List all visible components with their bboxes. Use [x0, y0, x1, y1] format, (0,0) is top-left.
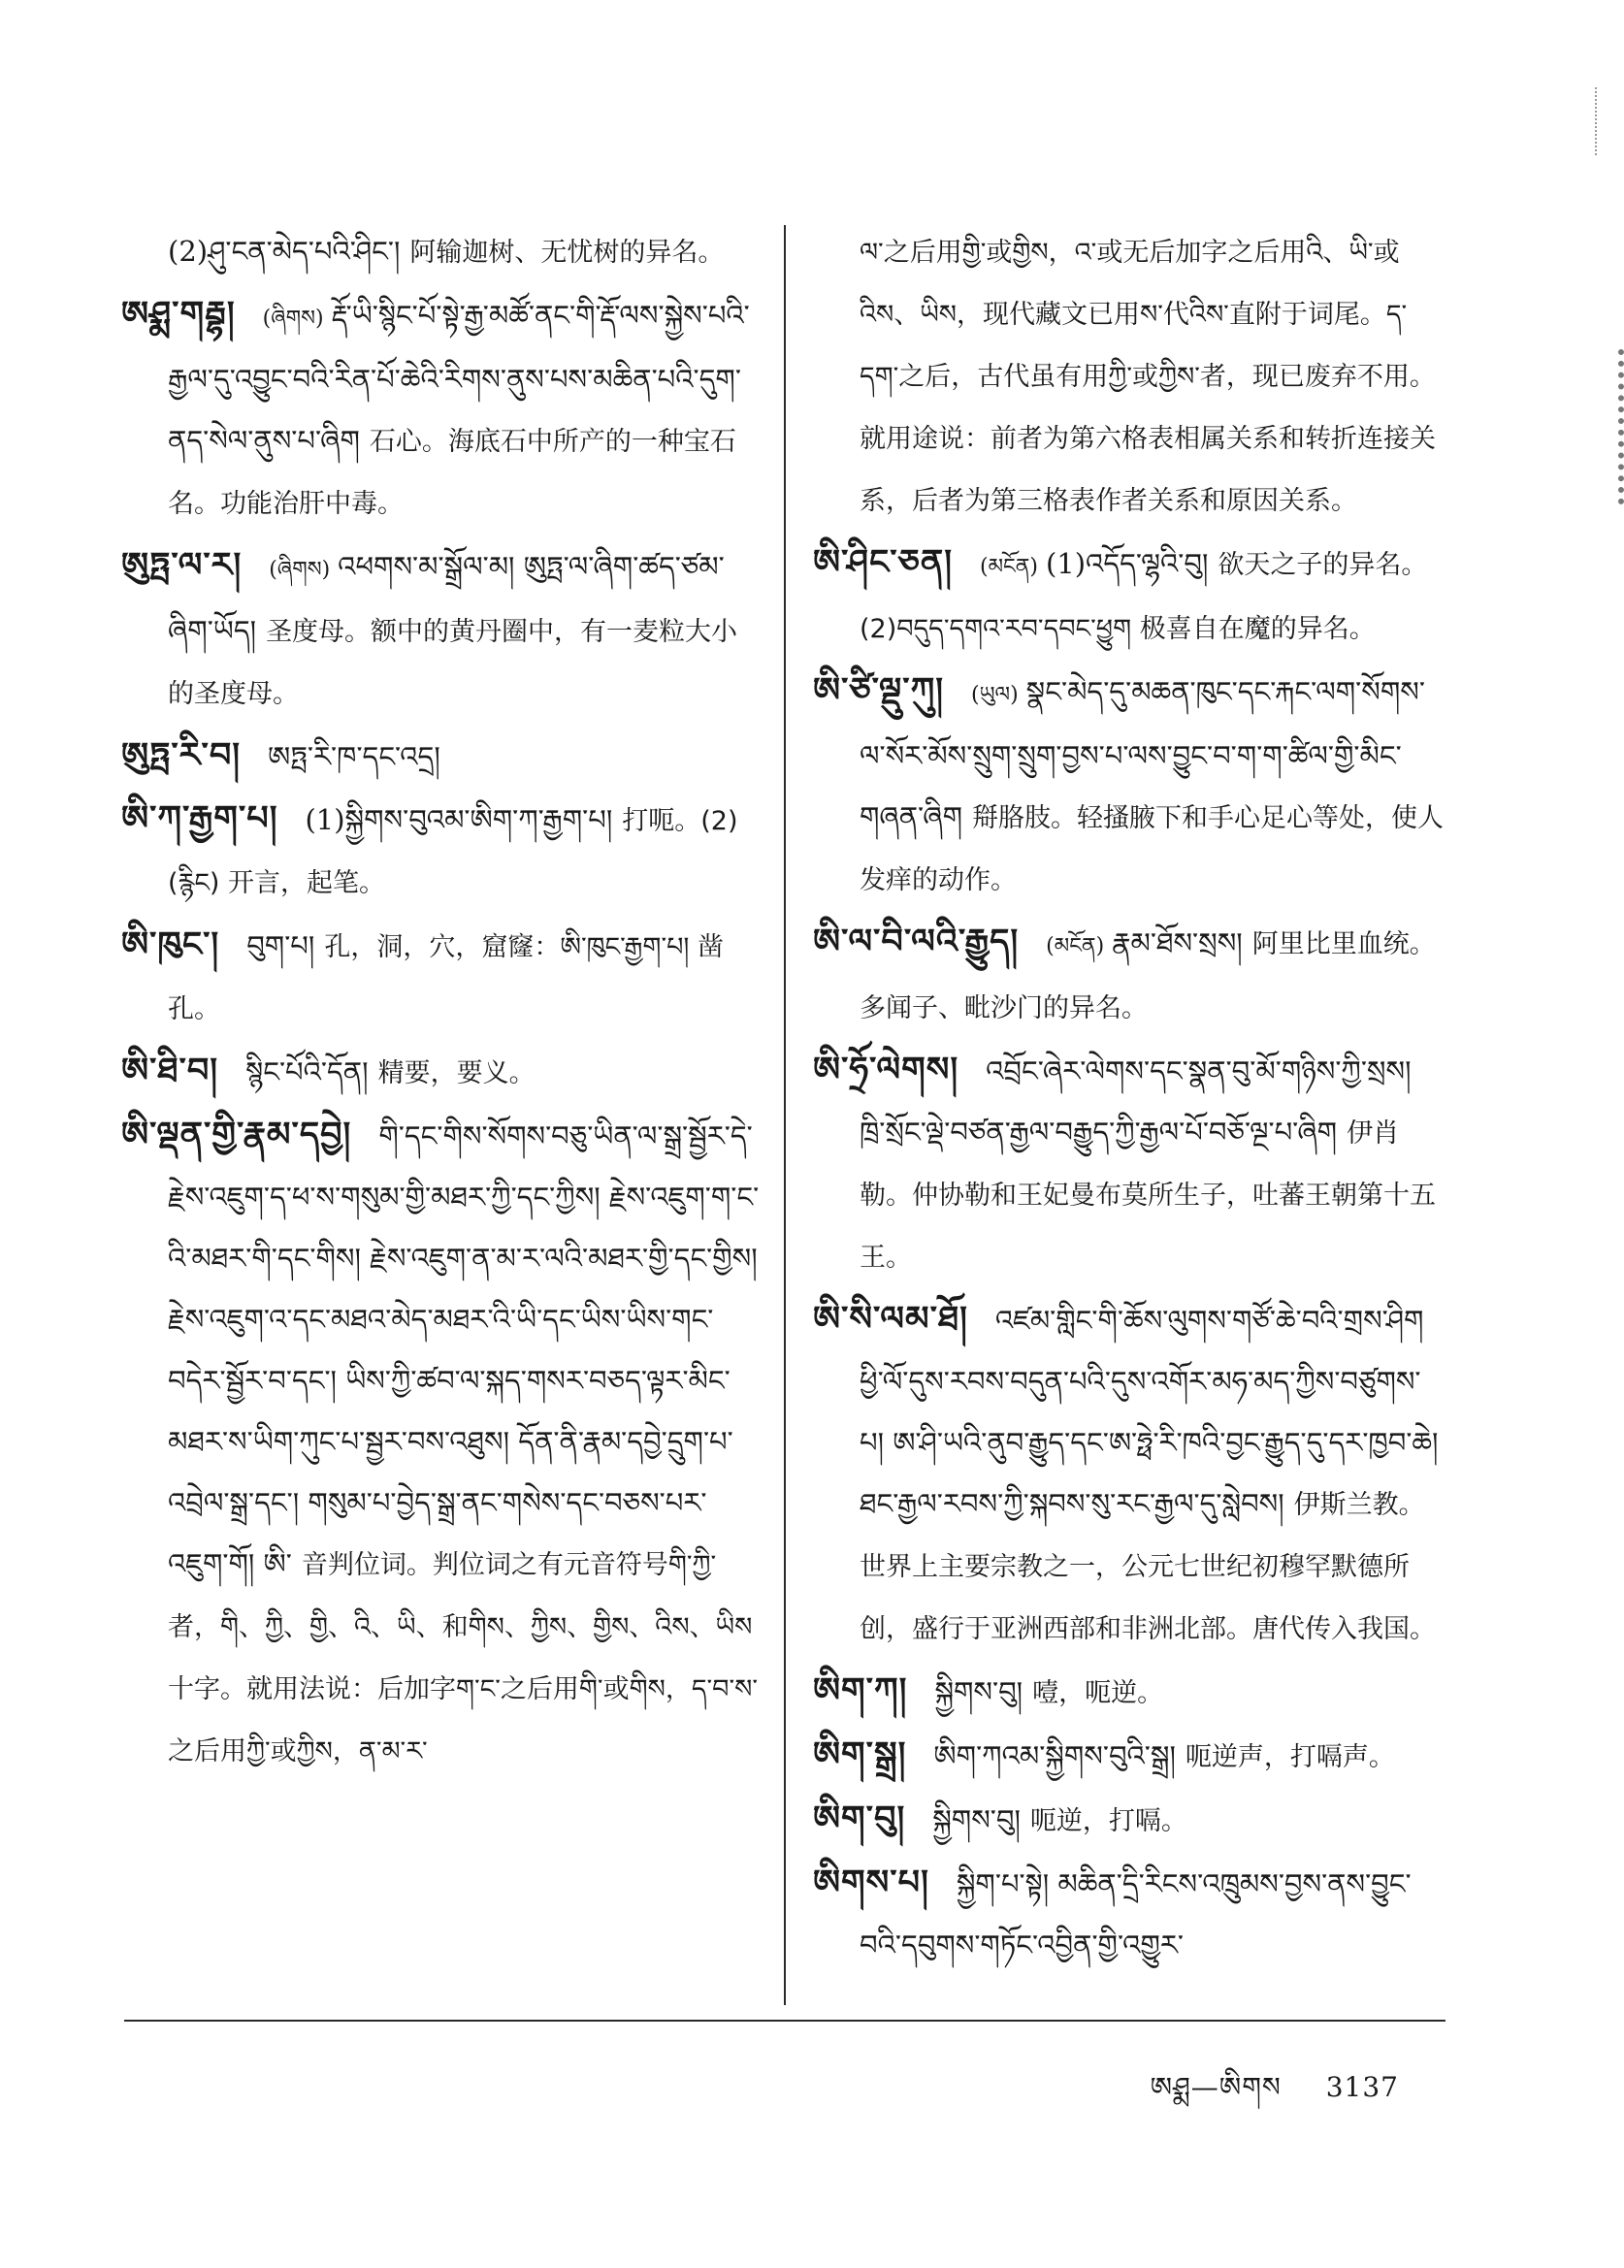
- entry-headword: ཨཤྨ་གརྦྷ།: [121, 294, 236, 334]
- entry-tibetan-definition: རྡོ་ཡི་སྙིང་པོ་སྟེ་རྒྱ་མཚོ་ནང་གི་རྡོ་ལས་སྐྱེས་པའི་རྒྱལ་དུ་འབྱུང་བའི་རིན་པོ་ཆེའི་རིགས་ནུས་པས་མཆིན་པའི་དུག་ནད་སེལ་ནུས་པ་ཞིག: [168, 299, 750, 457]
- entry-headword: ཨི་ལྡན་གྱི་རྣམ་དབྱེ།: [121, 1115, 352, 1154]
- entry-chinese-definition: 伊斯兰教。世界上主要宗教之一，公元七世纪初穆罕默德所创，盛行于亚洲西部和非洲北部。唐代传入我国。: [860, 1490, 1436, 1644]
- entry-headword: ཨི་སི་ལམ་ཐོ།: [813, 1299, 968, 1339]
- entry-chinese-definition: 精要，要义。: [377, 1058, 536, 1088]
- entry-usage-tag: (ཞིགས): [269, 558, 331, 582]
- entry-headword: ཨི་ཐི་བ།: [121, 1051, 219, 1090]
- entry-chinese-definition: 孔，洞，穴，窟窿：ཨི་ཁུང་རྒྱག་པ། 凿孔。: [168, 932, 724, 1024]
- dictionary-entry: [121, 788, 762, 914]
- entry-headword: ཨི་ཀ་རྒྱག་པ།: [121, 798, 278, 838]
- entry-chinese-definition: ལ་之后用གྱི་或གྱིས，འ་或无后加字之后用འི、ཡི་或འིས、ཡིས，现代藏文已用ས་代འིས་直附于词尾。ད་དག་之后，古代虽有用ཀྱི་或ཀྱིས་者，现已废弃不用。就用途说：前者为第六格表相属关系和转折连接关系，后者为第三格表作者关系和原因关系。: [860, 238, 1436, 516]
- margin-scan-marks: [1591, 349, 1624, 504]
- right-column: [813, 221, 1444, 1987]
- entry-headword: ཨུཏྤ་ལ་ར།: [121, 545, 243, 585]
- entry-tibetan-definition: (2)ཤུ་ངན་མེད་པའི་ཤིང་།: [168, 235, 401, 268]
- page-number: 3137: [1325, 2071, 1399, 2103]
- entry-chinese-definition: 噎，呃逆。: [1032, 1678, 1164, 1708]
- entry-headword: ཨིག་ཀ།: [813, 1670, 908, 1710]
- entry-tibetan-definition: ཨཏྤ་རི་ཁ་དང་འདྲ།: [268, 740, 440, 773]
- dictionary-entry: [813, 1724, 1444, 1788]
- dictionary-entry: [121, 221, 762, 283]
- entry-tibetan-definition: འཛམ་གླིང་གི་ཆོས་ལུགས་གཙོ་ཆེ་བའི་གྲས་ཤིག ཕྱི་ལོ་དུས་རབས་བདུན་པའི་དུས་འགོར་མཧ་མད་ཀྱིས་བཙུགས་པ། ཨ་ཤི་ཡའི་ནུབ་རྒྱུད་དང་ཨ་ཧྥེ་རི་ཁའི་བྱང་རྒྱུད་དུ་དར་ཁྱབ་ཆེ། ཐང་རྒྱལ་རབས་ཀྱི་སྐབས་སུ་རང་རྒྱལ་དུ་སླེབས།: [860, 1304, 1439, 1520]
- entry-headword: ཨི་ཤིང་ཅན།: [813, 542, 953, 582]
- entry-tibetan-definition: བུག་པ།: [246, 929, 315, 962]
- entry-headword: ཨི་ཧྲོ་ལེགས།: [813, 1050, 959, 1089]
- entry-tibetan-definition: ཨིག་ཀའམ་སྐྱིགས་བུའི་སྒྲ།: [933, 1739, 1176, 1772]
- dictionary-entry: [121, 535, 762, 725]
- entry-chinese-definition: 搿胳肢。轻搔腋下和手心足心等处，使人发痒的动作。: [860, 803, 1444, 895]
- entry-chinese-definition: 圣度母。额中的黄丹圈中，有一麦粒大小的圣度母。: [168, 617, 738, 709]
- dictionary-entry: [813, 1660, 1444, 1724]
- dictionary-entry: [813, 1852, 1444, 1976]
- entry-usage-tag: (མངོན): [979, 555, 1038, 579]
- dictionary-entry: [813, 1039, 1444, 1288]
- entry-headword: ཨིགས་པ།: [813, 1863, 929, 1902]
- entry-tibetan-definition: སྙིང་པོའི་དོན།: [245, 1055, 369, 1088]
- footer-rule: [124, 2020, 1445, 2022]
- entry-chinese-definition: 欲天之子的异名。(2)བདུད་དགའ་རབ་དབང་ཕྱུག 极喜自在魔的异名。: [860, 550, 1428, 644]
- dictionary-entry: [813, 660, 1444, 911]
- entry-chinese-definition: 阿里比里血统。多闻子、毗沙门的异名。: [860, 929, 1436, 1023]
- entry-tibetan-definition: གི་དང་གིས་སོགས་བཅུ་ཡིན་ལ་སྒྲ་སྦྱོར་དེ་རྗེས་འཇུག་ད་ཕ་ས་གསུམ་གྱི་མཐར་ཀྱི་དང་ཀྱིས། རྗེས་འཇུག་ག་ང་འི་མཐར་གི་དང་གིས། རྗེས་འཇུག་ན་མ་ར་ལའི་མཐར་གྱི་དང་གྱིས། རྗེས་འཇུག་འ་དང་མཐའ་མེད་མཐར་འི་ཡི་དང་ཡིས་ཡིས་གང་བདེར་སྦྱོར་བ་དང་། ཡིས་ཀྱི་ཚབ་ལ་སྐད་གསར་བཅད་ལྟར་མིང་མཐར་ས་ཡིག་ཀུང་པ་སྦྱར་བས་འཐུས། དོན་ནི་རྣམ་དབྱེ་དྲུག་པ་འབྲེལ་སྒྲ་དང་། གསུམ་པ་བྱེད་སྒྲ་ནང་གསེས་དང་བཅས་པར་འཇུག་གོ། ཨི་: [168, 1119, 760, 1580]
- entry-tibetan-definition: (1)སྐྱིགས་བུའམ་ཨིག་ཀ་རྒྱག་པ།: [305, 803, 613, 836]
- entry-chinese-definition: 石心。海底石中所产的一种宝石名。功能治肝中毒。: [168, 427, 736, 519]
- dictionary-entry: [813, 911, 1444, 1039]
- entry-chinese-definition: 伊肖勒。仲协勒和王妃曼布莫所生子，吐蕃王朝第十五王。: [860, 1118, 1436, 1273]
- entry-chinese-definition: 阿输迦树、无忧树的异名。: [409, 238, 725, 268]
- entry-tibetan-definition: སྐྱིགས་བུ།: [932, 1803, 1021, 1836]
- dictionary-entry: [121, 283, 762, 535]
- dictionary-entry: [121, 725, 762, 788]
- corner-scan-ticks: [1595, 87, 1607, 155]
- entry-chinese-definition: 呃逆，打嗝。: [1029, 1806, 1187, 1836]
- entry-headword: ཨིག་སྒྲ།: [813, 1734, 907, 1774]
- dictionary-entry: [813, 221, 1444, 532]
- footer-headword-range: ཨཤྨ—ཨིགས: [1150, 2071, 1282, 2103]
- entry-headword: ཨི་ལ་བི་ལའི་རྒྱུད།: [813, 922, 1020, 961]
- entry-tibetan-definition: སྐྱིགས་བུ།: [934, 1675, 1023, 1708]
- entry-tibetan-definition: རྣམ་ཐོས་སྲས།: [1112, 926, 1243, 959]
- dictionary-entry: [813, 1788, 1444, 1852]
- entry-headword: ཨི་ཁུང་།: [121, 924, 220, 964]
- entry-headword: ཨིག་བུ།: [813, 1798, 906, 1838]
- entry-usage-tag: (ཞིགས): [262, 307, 324, 331]
- entry-chinese-definition: 呃逆声，打嗝声。: [1185, 1742, 1395, 1772]
- dictionary-entry: [121, 1104, 762, 1782]
- column-divider: [784, 225, 786, 2005]
- dictionary-entry: [813, 1288, 1444, 1660]
- entry-chinese-definition: 音判位词。判位词之有元音符号གི་ཀྱི་者，གི、ཀྱི、གྱི、འི、ཡི、和གིས、ཀྱིས、གྱིས、འིས、ཡིས 十字。就用法说：后加字ག་ང་之后用གི་或གིས，ད་བ་ས་之后用ཀྱི་或ཀྱིས，ན་མ་ར་: [168, 1550, 759, 1766]
- entry-usage-tag: (ཡུལ): [971, 683, 1019, 707]
- entry-headword: ཨུཏྤ་རི་བ།: [121, 735, 242, 775]
- entry-usage-tag: (མངོན): [1046, 934, 1105, 958]
- entry-tibetan-definition: སྐྱིག་པ་སྟེ། མཆིན་དྲི་རིངས་འཁྲུམས་བྱས་ནས་བྱུང་བའི་དབུགས་གཏོང་འབྱིན་གྱི་འགྱུར་: [860, 1867, 1412, 1961]
- dictionary-entry: [813, 532, 1444, 660]
- entry-tibetan-definition: (1)འདོད་ལྷའི་བུ།: [1045, 547, 1209, 580]
- entry-chinese-definition: 打呃。(2)(རྙིང) 开言，起笔。: [168, 806, 738, 898]
- entry-tibetan-definition: འཕགས་མ་སྒྲོལ་མ། ཨུཏྤ་ལ་ཞིག་ཚད་ཙམ་ཞིག་ཡོད།: [168, 550, 725, 647]
- page-footer: [1116, 2057, 1399, 2133]
- entry-headword: ཨི་ཙི་ལྡུ་ཀུ།: [813, 670, 945, 710]
- left-column: [121, 221, 762, 1987]
- entry-tibetan-definition: འབྲོང་ཞེར་ལེགས་དང་སྣན་བུ་མོ་གཉིས་ཀྱི་སྲས། ཁྲི་སྲོང་ལྡེ་བཙན་རྒྱལ་བརྒྱུད་ཀྱི་རྒྱལ་པོ་བཅོ་ལྔ་པ་ཞིག: [860, 1054, 1412, 1149]
- dictionary-entry: [121, 914, 762, 1040]
- dictionary-entry: [121, 1040, 762, 1104]
- entry-tibetan-definition: སྣང་མེད་དུ་མཆན་ཁུང་དང་རྐང་ལག་སོགས་ལ་སོར་མོས་སྲུག་སྲུག་བྱས་པ་ལས་བྱུང་བ་ག་ག་ཚིལ་གྱི་མིང་གཞན་ཞིག: [860, 675, 1425, 833]
